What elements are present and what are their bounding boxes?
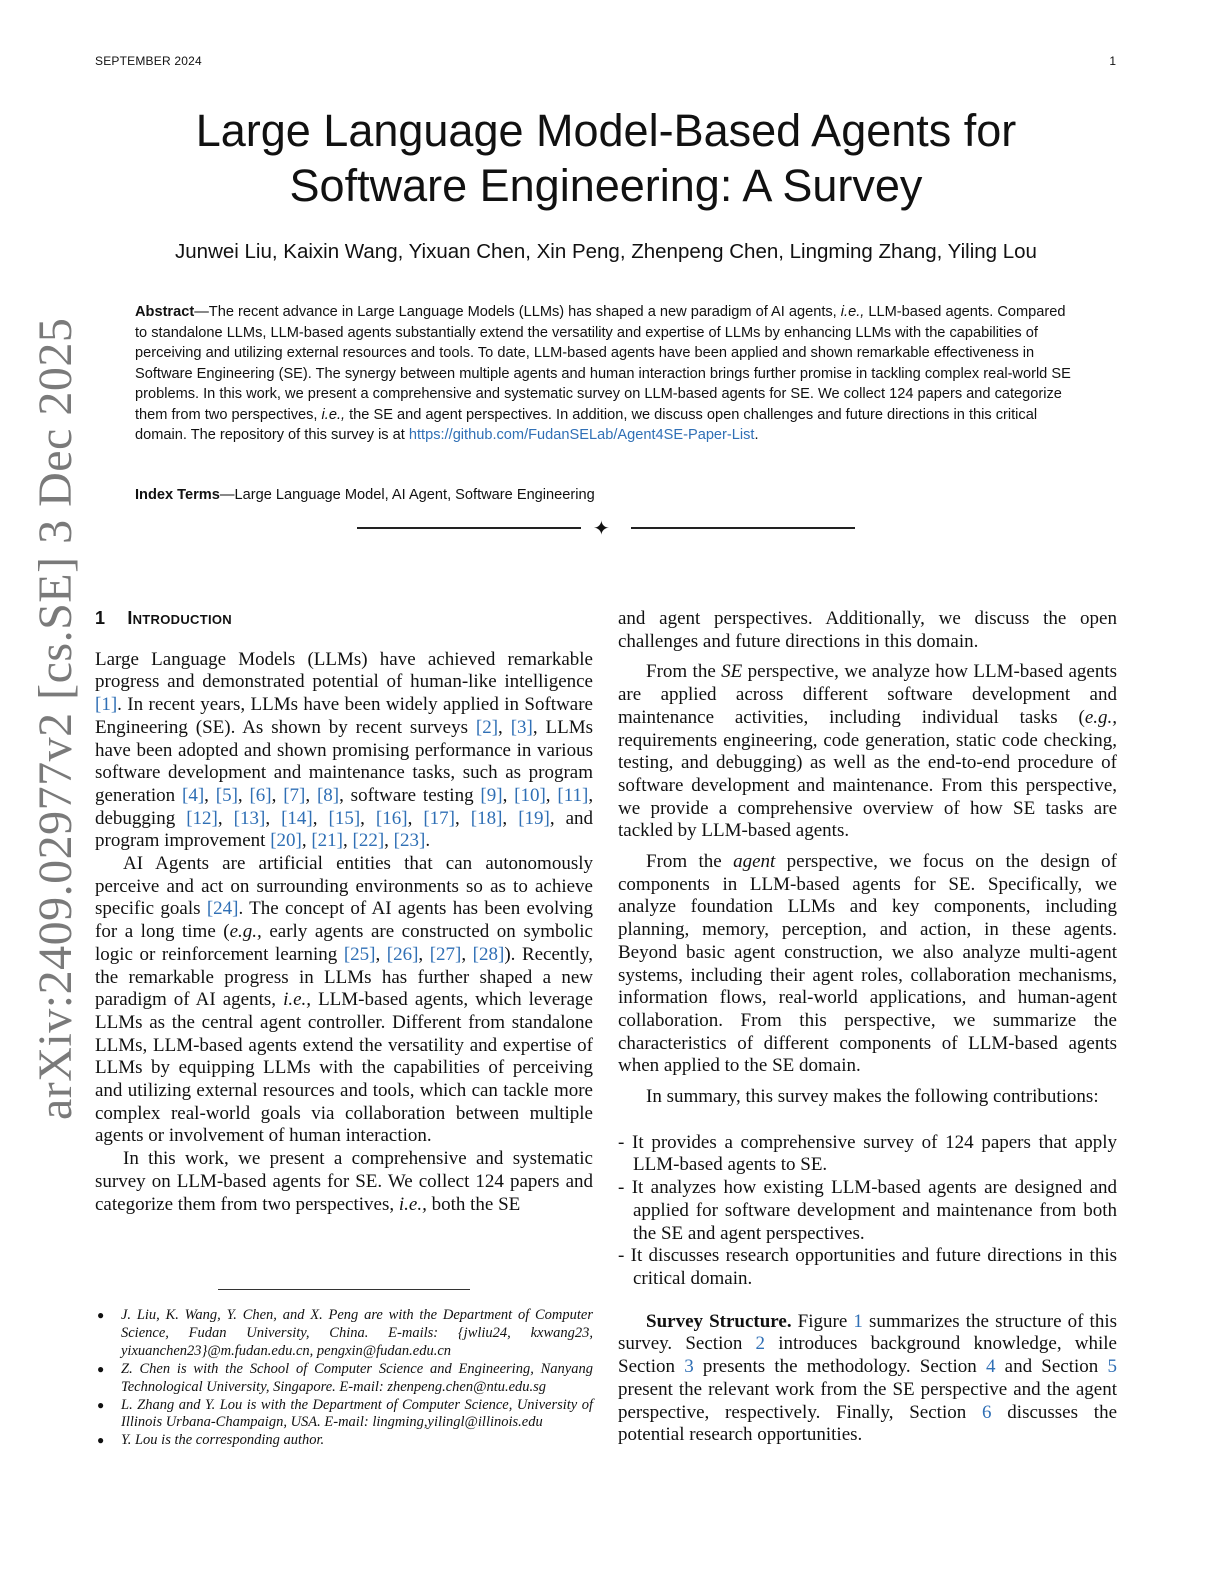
citation-link[interactable]: [13]: [233, 807, 266, 829]
bullet-icon: ●: [97, 1308, 105, 1322]
repository-link[interactable]: https://github.com/FudanSELab/Agent4SE-Paper-List: [408, 427, 755, 443]
title-line-2: Software Engineering: A Survey: [289, 160, 923, 211]
figure-ref-link[interactable]: 1: [853, 1310, 863, 1332]
text: Figure: [791, 1310, 854, 1332]
separator-line-left: [357, 527, 581, 529]
text-italic: SE: [721, 661, 743, 683]
citation-link[interactable]: [20]: [270, 830, 302, 852]
citation-link[interactable]: [7]: [283, 784, 306, 806]
contribution-item: - It analyzes how existing LLM-based agents are designed and applied for software development and maintenance from both the SE and agent perspectives.: [618, 1177, 1117, 1244]
running-header-date: SEPTEMBER 2024: [95, 54, 202, 68]
separator-line-right: [631, 527, 855, 529]
citation-link[interactable]: [17]: [423, 807, 455, 829]
section-ref-link[interactable]: 6: [982, 1401, 992, 1423]
text: perspective, we focus on the design of components in LLM-based agents for SE. Specifically, we analyze foundation LLMs and key components, including planning, memory, perception, and action, in these agents. Beyond basic agent construction, we also analyze multi-agent systems, including their agent roles, collaboration mechanisms, information flows, real-world applications, and human-agent collaboration. From this perspective, we summarize the characteristics of different components of LLM-based agents when applied to the SE domain.: [618, 851, 1117, 1077]
citation-link[interactable]: [10]: [514, 784, 546, 806]
paper-title: [95, 103, 1117, 213]
footnote-item: [95, 1307, 593, 1361]
citation-link[interactable]: [24]: [206, 898, 239, 920]
contribution-item: - It provides a comprehensive survey of 124 papers that apply LLM-based agents to SE.: [618, 1131, 1117, 1176]
abstract-ie: i.e.,: [840, 304, 865, 320]
text: , LLMs have been adopted and shown promising performance in various software development and maintenance tasks, such as program generation: [95, 716, 594, 806]
citation-link[interactable]: [9]: [480, 784, 503, 806]
citation-link[interactable]: [5]: [215, 784, 238, 806]
section-ref-link[interactable]: 5: [1107, 1356, 1117, 1378]
index-terms-text: —Large Language Model, AI Agent, Software Engineering: [219, 487, 595, 503]
section-heading: [95, 607, 593, 630]
text: and Section: [995, 1356, 1108, 1378]
citation-link[interactable]: [6]: [249, 784, 272, 806]
text: presents the methodology. Section: [693, 1356, 986, 1378]
text: , and program improvement: [95, 807, 594, 852]
text: Large Language Models (LLMs) have achieved remarkable progress and demonstrated potential of human-like intelligence: [95, 648, 593, 693]
text: ,: [498, 716, 511, 738]
intro-paragraph-1: [95, 649, 593, 853]
text-italic: e.g.,: [1084, 706, 1117, 728]
citation-link[interactable]: [14]: [281, 807, 313, 829]
abstract-text: LLM-based agents. Compared to standalone LLMs, LLM-based agents substantially extend the versatility and expertise of LLMs by enhancing LLMs with the capabilities of perceiving and utilizing external resources and tools. To date, LLM-based agents have been applied and shown remarkable effectiveness in Software Engineering (SE). The synergy between multiple agents and human interaction brings further promise in tackling complex real-world SE problems. In this work, we present a comprehensive and systematic survey on LLM-based agents for SE. We collect 124 papers and categorize them from two perspectives,: [135, 304, 1071, 423]
text: early agents are constructed on symbolic logic or reinforcement learning: [95, 921, 593, 965]
text: ,: [502, 807, 519, 829]
abstract-ie: i.e.,: [321, 406, 346, 423]
bullet-icon: ●: [97, 1433, 105, 1448]
intro-paragraph-2: [95, 853, 593, 1148]
citation-link[interactable]: [22]: [352, 830, 385, 852]
bullet-icon: ●: [97, 1361, 105, 1376]
text: , software testing: [339, 784, 481, 806]
text: ,: [265, 807, 282, 829]
text-italic: i.e.,: [283, 989, 312, 1011]
citation-link[interactable]: [2]: [475, 716, 499, 738]
text: . In recent years, LLMs have been widely applied in Software Engineering (SE). As shown by recent surveys: [95, 694, 593, 738]
citation-link[interactable]: [3]: [510, 716, 533, 738]
citation-link[interactable]: [16]: [375, 807, 408, 829]
citation-link[interactable]: [28]: [472, 943, 505, 965]
text: ,: [204, 784, 216, 806]
abstract-label: Abstract: [135, 304, 195, 320]
text: ,: [407, 807, 424, 829]
summary-paragraph: In summary, this survey makes the following contributions:: [646, 1086, 1099, 1108]
text: , debugging: [95, 784, 594, 829]
text-italic: e.g.,: [229, 921, 262, 943]
section-separator: [357, 518, 855, 538]
text: discusses the potential research opportunities.: [618, 1401, 1117, 1446]
se-perspective-paragraph: [618, 661, 1117, 843]
footnote-text: Y. Lou is the corresponding author.: [121, 1432, 325, 1449]
text: ,: [305, 784, 317, 806]
text: ,: [384, 830, 394, 852]
citation-link[interactable]: [11]: [557, 784, 589, 806]
text: ,: [343, 830, 353, 852]
citation-link[interactable]: [4]: [182, 784, 205, 806]
section-ref-link[interactable]: 4: [985, 1356, 996, 1378]
text: perspective, we analyze how LLM-based agents are applied across different software development and maintenance activities, including individual tasks (: [618, 661, 1117, 728]
text: ,: [455, 807, 471, 829]
text: ,: [217, 807, 234, 829]
text: ,: [237, 784, 250, 806]
text-italic: i.e.,: [398, 1193, 427, 1215]
citation-link[interactable]: [25]: [343, 943, 376, 965]
footnote-text: Z. Chen is with the School of Computer Science and Engineering, Nanyang Technological University, Singapore. E-mail: zhenpeng.chen@ntu.edu.sg: [121, 1360, 593, 1395]
agent-perspective-paragraph: [618, 851, 1117, 1078]
citation-link[interactable]: [19]: [518, 807, 550, 829]
index-terms-label: Index Terms: [135, 487, 220, 503]
footnote-item: [95, 1432, 593, 1450]
footnote-item: [95, 1361, 593, 1397]
footnote-text: J. Liu, K. Wang, Y. Chen, and X. Peng are with the Department of Computer Science, Fudan University, China. E-mails: {jwliu24, kxwang23, yixuanchen23}@m.fudan.edu.cn, pengxin@fudan.edu.cn: [121, 1307, 593, 1359]
text: introduces background knowledge, while Section: [618, 1333, 1117, 1378]
survey-structure-label: Survey Structure.: [646, 1310, 792, 1332]
citation-link[interactable]: [26]: [386, 943, 419, 965]
text: From the: [646, 661, 722, 683]
title-line-1: Large Language Model-Based Agents for: [195, 105, 1017, 156]
separator-diamond-icon: ✦: [593, 518, 610, 540]
author-list: Junwei Liu, Kaixin Wang, Yixuan Chen, Xin Peng, Zhenpeng Chen, Lingming Zhang, Yiling Lou: [175, 240, 1037, 263]
text: ,: [461, 943, 473, 965]
text: ). Recently, the remarkable progress in LLMs has further shaped a new paradigm of AI agents,: [95, 943, 593, 1011]
contribution-item: - It discusses research opportunities and future directions in this critical domain.: [618, 1245, 1117, 1289]
survey-structure-paragraph: [618, 1311, 1117, 1447]
citation-link[interactable]: [15]: [328, 807, 361, 829]
text: In this work, we present a comprehensive and systematic survey on LLM-based agents for SE. We collect 124 papers and categorize them from two perspectives,: [95, 1148, 593, 1215]
citation-link[interactable]: [8]: [316, 784, 340, 806]
text: ,: [545, 784, 558, 806]
footnote-rule: [218, 1289, 470, 1290]
left-column: [95, 607, 593, 1216]
text: AI Agents are artificial entities that can autonomously perceive and act on surrounding environments so as to achieve specific goals: [95, 853, 593, 920]
text: ,: [301, 830, 312, 852]
text-italic: agent: [733, 851, 776, 873]
citation-link[interactable]: [23]: [393, 830, 426, 852]
abstract-text: .: [754, 427, 759, 443]
section-title: Introduction: [127, 608, 232, 628]
text: requirements engineering, code generation, static code checking, testing, and debugging) as well as the end-to-end procedure of software development and maintenance. From this perspective, we provide a comprehensive overview of how SE tasks are tackled by LLM-based agents.: [618, 729, 1117, 842]
abstract: [135, 302, 1075, 446]
section-ref-link[interactable]: 2: [755, 1333, 766, 1355]
citation-link[interactable]: [18]: [470, 807, 503, 829]
citation-link[interactable]: [27]: [429, 943, 462, 965]
intro-paragraph-3: [95, 1148, 593, 1216]
text: ,: [375, 943, 387, 965]
citation-link[interactable]: [1]: [95, 694, 118, 716]
citation-link[interactable]: [12]: [186, 807, 218, 829]
abstract-text: the SE and agent perspectives. In addition, we discuss open challenges and future directions in this critical domain. The repository of this survey is at: [135, 406, 1038, 443]
text: ,: [271, 784, 284, 806]
text: From the: [646, 851, 734, 873]
right-column: [618, 608, 1117, 1447]
text: summarizes the structure of this survey. Section: [618, 1310, 1117, 1355]
footnote-item: [95, 1397, 593, 1433]
text: ,: [502, 784, 515, 806]
citation-link[interactable]: [21]: [311, 830, 343, 852]
text: ,: [360, 807, 376, 829]
section-number: 1: [95, 608, 106, 628]
contribution-list: [618, 1132, 1117, 1291]
text: ,: [312, 807, 329, 829]
text: present the relevant work from the SE perspective and the agent perspective, respectively. Finally, Section: [618, 1378, 1117, 1423]
text: .: [425, 830, 431, 852]
text: LLM-based agents, which leverage LLMs as the central agent controller. Different from standalone LLMs, LLM-based agents extend the versatility and expertise of LLMs by equipping LLMs with the capabilities of perceiving and utilizing external resources and tools, which can tackle more complex real-world goals via collaboration between multiple agents or involvement of human interaction.: [95, 989, 593, 1147]
text: ,: [418, 943, 430, 965]
bullet-icon: ●: [97, 1397, 105, 1412]
text: both the SE: [426, 1193, 521, 1215]
footnotes: [95, 1307, 593, 1450]
intro-paragraph-3-continued: and agent perspectives. Additionally, we discuss the open challenges and future directions in this domain.: [618, 608, 1117, 652]
section-ref-link[interactable]: 3: [684, 1356, 694, 1378]
index-terms: [135, 487, 1075, 503]
footnote-text: L. Zhang and Y. Lou is with the Department of Computer Science, University of Illinois Urbana-Champaign, USA. E-mail: lingming,yilingl@illinois.edu: [121, 1396, 593, 1431]
arxiv-identifier-stamp: arXiv:2409.02977v2 [cs.SE] 3 Dec 2025: [29, 317, 82, 1120]
page-number: 1: [1109, 54, 1116, 68]
abstract-text: —The recent advance in Large Language Models (LLMs) has shaped a new paradigm of AI agents,: [194, 304, 841, 320]
text: . The concept of AI agents has been evolving for a long time (: [95, 898, 594, 943]
